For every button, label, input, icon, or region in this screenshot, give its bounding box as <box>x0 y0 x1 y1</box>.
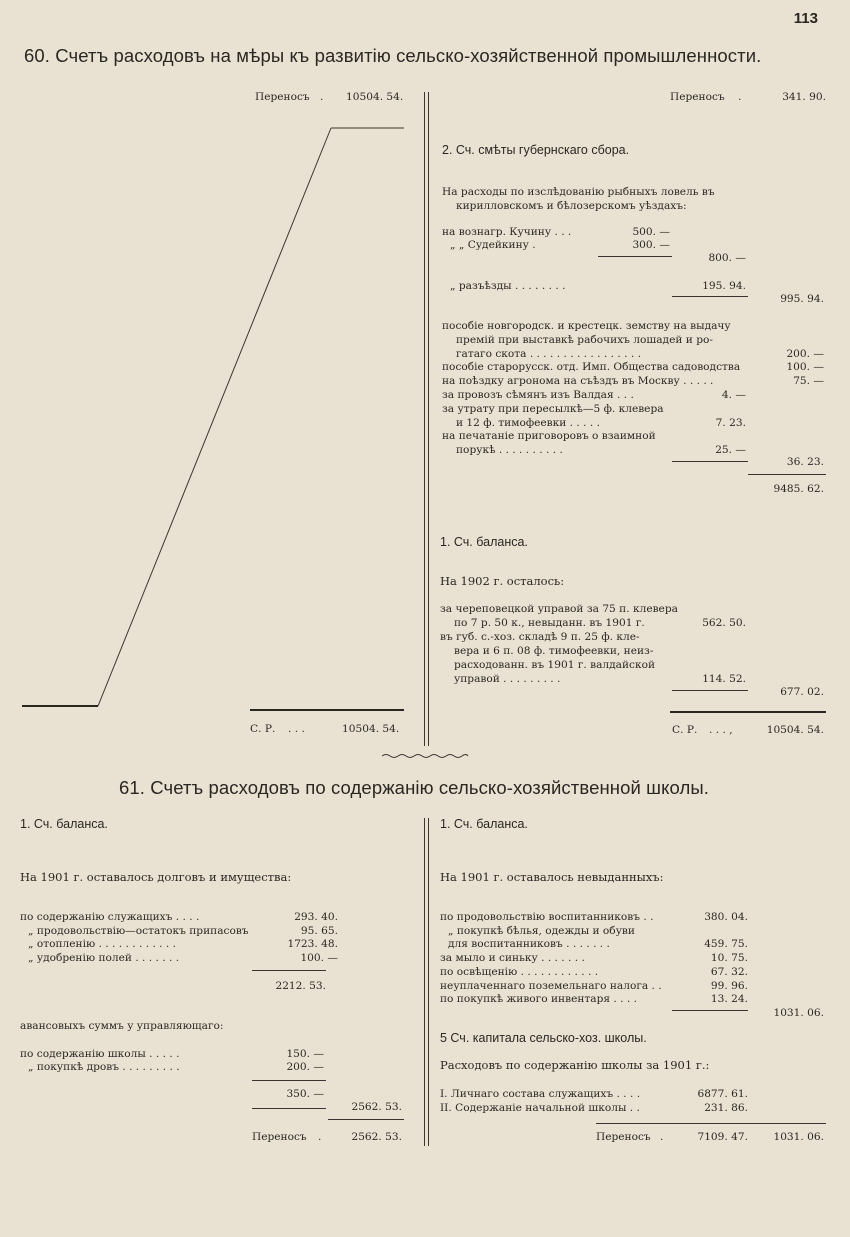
column-divider <box>424 818 425 1146</box>
subtotal-value: 9485. 62. <box>773 483 824 495</box>
entry-label: за провозъ сѣмянъ изъ Валдая . . . <box>442 389 634 401</box>
entry-value: 380. 04. <box>704 911 748 923</box>
text-line: и 12 ф. тимофеевки . . . . . <box>456 417 600 429</box>
text-line: На 1902 г. осталось: <box>440 574 565 588</box>
carry-value: 10504. 54. <box>346 91 404 103</box>
text-line: расходованн. въ 1901 г. валдайской <box>454 659 656 671</box>
carry-label: Переносъ <box>596 1131 651 1143</box>
leader-dot: . <box>318 1131 322 1143</box>
entry-label: „ разъѣзды . . . . . . . . <box>450 280 566 292</box>
total-value: 10504. 54. <box>766 724 824 736</box>
entry-value: 562. 50. <box>702 617 746 629</box>
text-line: кирилловскомъ и бѣлозерскомъ уѣздахъ: <box>456 200 687 212</box>
text-line: На 1901 г. оставалось долговъ и имущества: <box>20 870 292 884</box>
text-line: за череповецкой управой за 75 п. клевера <box>440 603 678 615</box>
text-line: за утрату при пересылкѣ—5 ф. клевера <box>442 403 664 415</box>
entry-label: „ покупкѣ дровъ . . . . . . . . . <box>28 1061 180 1073</box>
entry-label: „ отопленію . . . . . . . . . . . . <box>28 938 177 950</box>
leader-dot: . <box>738 91 742 103</box>
total-label: С. Р. <box>672 724 698 736</box>
carry-label: Переносъ <box>255 91 310 103</box>
sum-rule <box>748 474 826 475</box>
subaccount-title: 1. Сч. баланса. <box>440 535 528 549</box>
entry-label: по содержанію школы . . . . . <box>20 1048 180 1060</box>
sum-rule <box>598 256 672 257</box>
subaccount-title: 1. Сч. баланса. <box>440 817 528 831</box>
entry-label: на вознагр. Кучину . . . <box>442 226 572 238</box>
entry-value: 13. 24. <box>710 993 748 1005</box>
subtotal-value: 1031. 06. <box>773 1007 824 1019</box>
text-line: гатаго скота . . . . . . . . . . . . . . . . . <box>456 348 641 360</box>
entry-value: 99. 96. <box>710 980 748 992</box>
subaccount-title: 5 Сч. капитала сельско-хоз. школы. <box>440 1031 647 1045</box>
entry-value: 300. — <box>632 239 670 251</box>
text-line: порукѣ . . . . . . . . . . <box>456 444 563 456</box>
leader-dots: . . . , <box>709 724 733 736</box>
entry-value: 195. 94. <box>702 280 746 292</box>
text-line: вера и 6 п. 08 ф. тимофеевки, неиз- <box>454 645 654 657</box>
entry-value: 10. 75. <box>710 952 748 964</box>
section-61-title: 61. Счетъ расходовъ по содержанію сельско-хозяйственной школы. <box>119 777 710 798</box>
entry-value: 6877. 61. <box>697 1088 748 1100</box>
entry-label: неуплаченнаго поземельнаго налога . . <box>440 980 662 992</box>
subtotal-value: 677. 02. <box>780 686 824 698</box>
sum-rule <box>672 690 748 691</box>
entry-value: 75. — <box>793 375 824 387</box>
subaccount-title: 2. Сч. смѣты губернскаго сбора. <box>442 143 630 157</box>
entry-label: II. Содержаніе начальной школы . . <box>440 1102 640 1114</box>
entry-label: по покупкѣ живого инвентаря . . . . <box>440 993 637 1005</box>
diagonal-line <box>98 128 331 706</box>
entry-value: 67. 32. <box>710 966 748 978</box>
column-divider <box>428 818 429 1146</box>
sum-rule <box>252 970 326 971</box>
subtotal-value: 995. 94. <box>780 293 824 305</box>
entry-value: 100. — <box>300 952 338 964</box>
entry-value: 7. 23. <box>715 417 746 429</box>
carry-value: 7109. 47. <box>697 1131 748 1143</box>
subtotal-value: 2212. 53. <box>275 980 326 992</box>
text-line: на печатаніе приговоровъ о взаимной <box>442 430 656 442</box>
entry-value: 150. — <box>286 1048 324 1060</box>
entry-value: 231. 86. <box>704 1102 748 1114</box>
entry-value: 1723. 48. <box>287 938 338 950</box>
leader-dot: . <box>660 1131 664 1143</box>
entry-label: пособіе старорусск. отд. Имп. Общества садоводства <box>442 361 741 373</box>
subtotal-value: 2562. 53. <box>351 1101 402 1113</box>
entry-value: 200. — <box>786 348 824 360</box>
subtotal-value: 36. 23. <box>786 456 824 468</box>
leader-dot: . <box>320 91 324 103</box>
entry-label: по продовольствію воспитанниковъ . . <box>440 911 654 923</box>
entry-label: на поѣздку агронома на съѣздъ въ Москву . . . . . <box>442 375 714 387</box>
entry-value: 293. 40. <box>294 911 338 923</box>
sum-rule <box>672 1010 748 1011</box>
entry-value: 95. 65. <box>300 925 338 937</box>
entry-label: по содержанію служащихъ . . . . <box>20 911 200 923</box>
blank-space-diagonal <box>0 0 424 760</box>
entry-label: по освѣщенію . . . . . . . . . . . . <box>440 966 599 978</box>
page-number: 113 <box>793 10 818 27</box>
subtotal-value: 800. — <box>708 252 746 264</box>
text-line: пособіе новгородск. и крестецк. земству на выдачу <box>442 320 731 332</box>
carry-value: 341. 90. <box>782 91 826 103</box>
text-line: по 7 р. 50 к., невыданн. въ 1901 г. <box>454 617 645 629</box>
text-line: въ губ. с.-хоз. складѣ 9 п. 25 ф. кле- <box>440 631 640 643</box>
sum-rule <box>672 296 748 297</box>
sum-rule <box>596 1123 826 1124</box>
entry-label: за мыло и синьку . . . . . . . <box>440 952 585 964</box>
carry-value: 2562. 53. <box>351 1131 402 1143</box>
total-value: 10504. 54. <box>342 723 400 735</box>
entry-value: 500. — <box>632 226 670 238</box>
leader-dots: . . . <box>288 723 305 735</box>
text-line: премій при выставкѣ рабочихъ лошадей и ро- <box>456 334 713 346</box>
text-line: авансовыхъ суммъ у управляющаго: <box>20 1020 224 1032</box>
subaccount-title: 1. Сч. баланса. <box>20 817 108 831</box>
column-divider <box>428 92 429 746</box>
carry-label: Переносъ <box>670 91 725 103</box>
entry-value: 25. — <box>715 444 746 456</box>
sum-rule <box>672 461 748 462</box>
entry-value: 100. — <box>786 361 824 373</box>
entry-value: 4. — <box>721 389 746 401</box>
entry-value: 200. — <box>286 1061 324 1073</box>
entry-label: „ „ Судейкину . <box>450 239 536 251</box>
entry-label: „ продовольствію—остатокъ припасовъ <box>28 925 249 937</box>
total-label: С. Р. <box>250 723 276 735</box>
entry-label: „ удобренію полей . . . . . . . <box>28 952 180 964</box>
text-line: управой . . . . . . . . . <box>454 673 561 685</box>
text-line: Расходовъ по содержанію школы за 1901 г.: <box>440 1058 710 1072</box>
subtotal-value: 350. — <box>286 1088 324 1100</box>
entry-label: I. Личнаго состава служащихъ . . . . <box>440 1088 641 1100</box>
entry-value: 459. 75. <box>704 938 748 950</box>
text-line: „ покупкѣ бѣлья, одежды и обуви <box>448 925 635 937</box>
entry-value: 114. 52. <box>702 673 746 685</box>
sum-rule <box>252 1080 326 1081</box>
section-60-title: 60. Счетъ расходовъ на мѣры къ развитію сельско-хозяйственной промышленности. <box>24 45 762 66</box>
section-separator-ornament <box>380 752 470 760</box>
text-line: для воспитанниковъ . . . . . . . <box>448 938 610 950</box>
carry-label: Переносъ <box>252 1131 307 1143</box>
column-divider <box>424 92 425 746</box>
sum-rule <box>252 1108 326 1109</box>
carry-value: 1031. 06. <box>773 1131 824 1143</box>
total-rule <box>670 711 826 713</box>
text-line: На расходы по изслѣдованію рыбныхъ ловель въ <box>442 186 715 198</box>
text-line: На 1901 г. оставалось невыданныхъ: <box>440 870 664 884</box>
sum-rule <box>328 1119 404 1120</box>
